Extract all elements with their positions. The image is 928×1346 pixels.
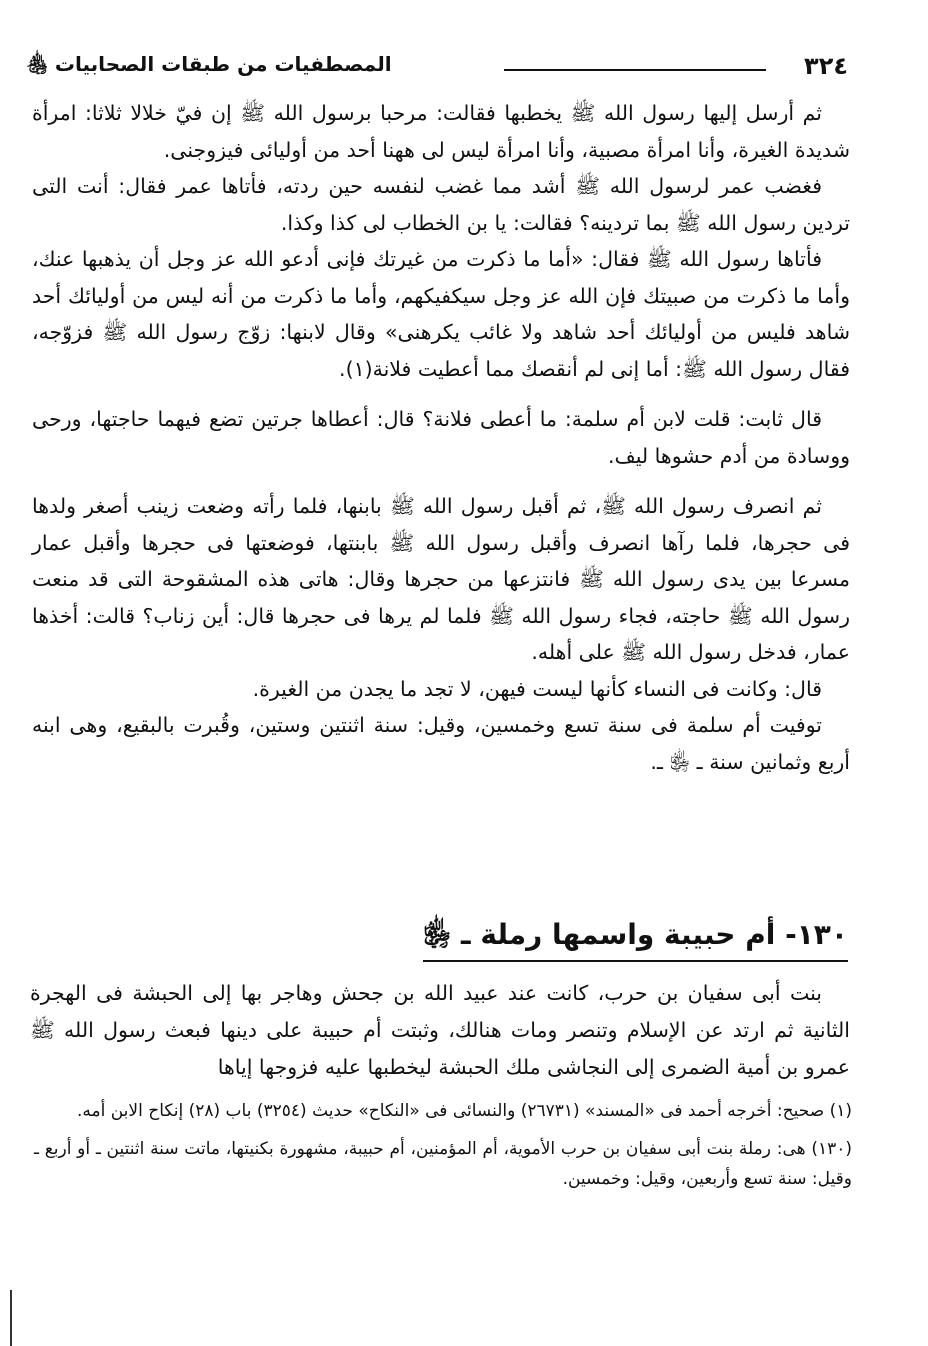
paragraph: فغضب عمر لرسول الله ﷺ أشد مما غضب لنفسه حين ردته، فأتاها عمر فقال: أنت التى تردين رسول الله ﷺ بما تردينه؟ فقالت: يا بن الخطاب لى كذا وكذا. (32, 174, 850, 235)
main-text (32, 95, 850, 780)
footnote: (١) صحيح: أخرجه أحمد فى «المسند» (٢٦٧٣١) والنسائى فى «النكاح» حديث (٣٢٥٤) باب (٢٨) إنكاح الابن أمه. (76, 1101, 852, 1121)
paragraph: قال: وكانت فى النساء كأنها ليست فيهن، لا تجد ما يجدن من الغيرة. (252, 676, 822, 701)
page-number: ٣٢٤ (804, 52, 848, 80)
paragraph: ثم أرسل إليها رسول الله ﷺ يخطبها فقالت: مرحبا برسول الله ﷺ إن فيّ خلالا ثلاثا: امرأة شديدة الغيرة، وأنا امرأة مصبية، وأنا امرأة ليس لى ههنا أحد من أوليائى فيزوجنى. (32, 101, 850, 162)
footnote: (١٣٠) هى: رملة بنت أبى سفيان بن حرب الأموية، أم المؤمنين، أم حبيبة، مشهورة بكنيتها، ماتت سنة اثنتين ـ أو أربع ـ وقيل: سنة تسع وأربعين، وقيل: وخمسين. (34, 1139, 852, 1189)
page-header (26, 50, 848, 90)
header-rule (504, 69, 766, 71)
paragraph: فأتاها رسول الله ﷺ فقال: «أما ما ذكرت من غيرتك فإنى أدعو الله عز وجل أن يذهبها عنك، وأما ما ذكرت من صبيتك فإن الله عز وجل سيكفيكهم، وأما ما ذكرت من أنه ليس من أوليائك أحد شاهد فليس من أوليائك أحد شاهد ولا غائب يكرهنى» وقال لابنها: زوّج رسول الله ﷺ فزوّجه، فقال رسول الله ﷺ: أما إنى لم أنقصك مما أعطيت فلانة(١). (32, 247, 850, 381)
paragraph: بنت أبى سفيان بن حرب، كانت عند عبيد الله بن جحش وهاجر بها إلى الحبشة فى الهجرة الثانية ثم ارتد عن الإسلام وتنصر ومات هنالك، وثبتت أم حبيبة على دينها فبعث رسول الله ﷺ عمرو بن أمية الضمرى إلى النجاشى ملك الحبشة ليخطبها عليه فزوجها إياها (30, 981, 850, 1079)
section-text (30, 975, 850, 1086)
paragraph: ثم انصرف رسول الله ﷺ، ثم أقبل رسول الله ﷺ بابنها، فلما رأته وضعت زينب أصغر ولدها فى حجرها، فلما رآها انصرف وأقبل رسول الله ﷺ بابنتها، فوضعتها فى حجرها وأقبل عمار مسرعا بين يدى رسول الله ﷺ فانتزعها من حجرها وقال: هاتى هذه المشقوحة التى قد منعت رسول الله ﷺ حاجته، فجاء رسول الله ﷺ فلما لم يرها فى حجرها قال: أين زناب؟ قالت: أخذها عمار، فدخل رسول الله ﷺ على أهله. (32, 494, 850, 664)
paragraph: توفيت أم سلمة فى سنة تسع وخمسين، وقيل: سنة اثنتين وستين، وقُبرت بالبقيع، وهى ابنه أربع وثمانين سنة ـ ﵂ ـ. (32, 713, 850, 774)
paragraph: قال ثابت: قلت لابن أم سلمة: ما أعطى فلانة؟ قال: أعطاها جرتين تضع فيهما حاجتها، ورحى ووسادة من أدم حشوها ليف. (32, 407, 850, 468)
scan-margin-line (10, 1290, 12, 1346)
section-heading: ١٣٠- أم حبيبة واسمها رملة ـ ﵂ (423, 918, 848, 962)
footnotes (34, 1096, 852, 1194)
running-title: المصطفيات من طبقات الصحابيات ﵃ (26, 52, 392, 76)
